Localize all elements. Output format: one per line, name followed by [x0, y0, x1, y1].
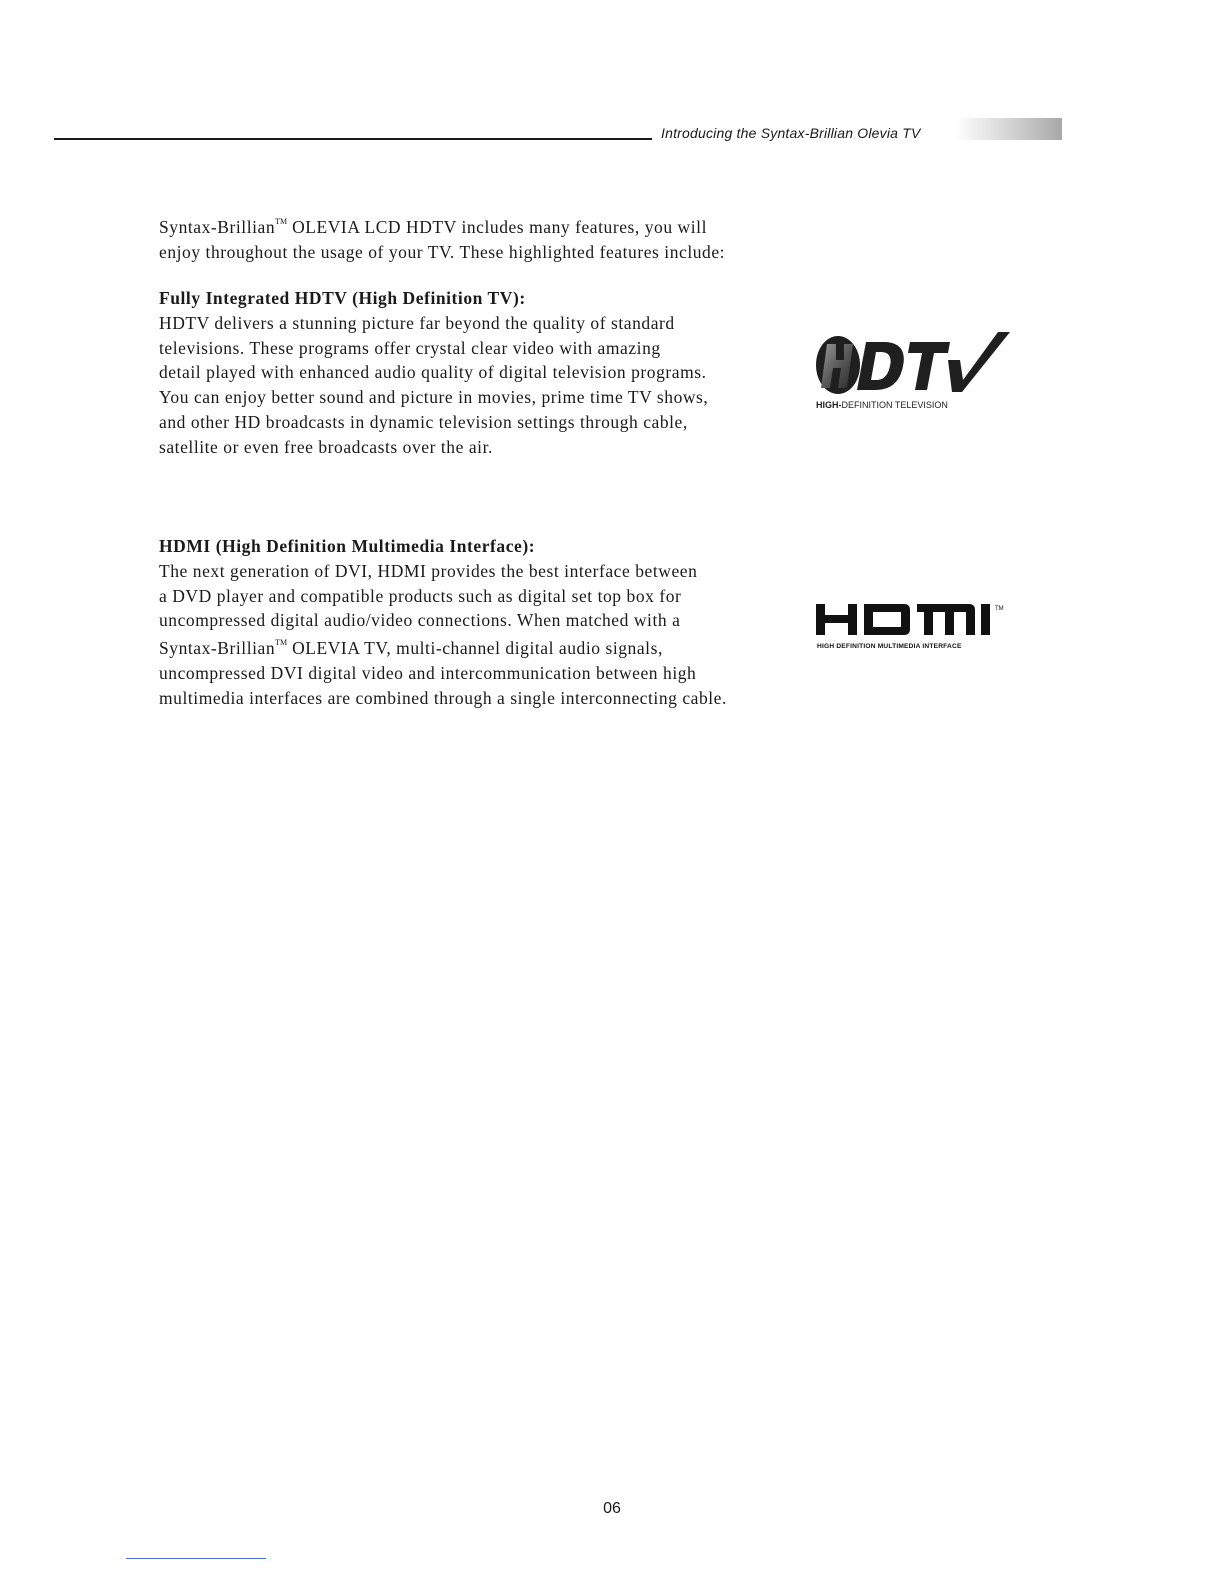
hdtv-caption-bold: HIGH- [816, 400, 842, 410]
intro-line1-rest: OLEVIA LCD HDTV includes many features, you will [287, 216, 707, 237]
hdtv-caption-rest: DEFINITION TELEVISION [841, 400, 948, 410]
section-hdmi [159, 534, 799, 710]
header-gradient-bar [955, 118, 1062, 140]
intro-line2: enjoy throughout the usage of your TV. These highlighted features include: [159, 241, 726, 262]
section-hdmi-line: uncompressed digital audio/video connections. When matched with a [159, 610, 681, 631]
section-hdmi-line: The next generation of DVI, HDMI provides the best interface between [159, 560, 698, 581]
header-title: Introducing the Syntax-Brillian Olevia TV [661, 125, 921, 141]
hdmi-tm: TM [995, 606, 1004, 612]
section-hdtv-line: satellite or even free broadcasts over the air. [159, 436, 493, 457]
section-hdmi-line: uncompressed DVI digital video and intercommunication between high [159, 662, 697, 683]
hdtv-caption [816, 400, 948, 410]
hdtv-logo [814, 330, 1010, 412]
section-hdtv [159, 286, 799, 460]
hdmi-caption: HIGH DEFINITION MULTIMEDIA INTERFACE [817, 643, 962, 650]
section-hdtv-line: and other HD broadcasts in dynamic television settings through cable, [159, 411, 688, 432]
hdtv-letter-d [857, 342, 904, 390]
section-hdmi-line4-rest: OLEVIA TV, multi-channel digital audio signals, [287, 638, 663, 659]
section-hdmi-line4-tm: TM [275, 638, 288, 648]
header-rule [54, 138, 652, 140]
hdmi-logo [814, 600, 1010, 654]
hdmi-letter-h [816, 604, 857, 635]
hdmi-letter-d [864, 604, 910, 635]
section-hdtv-heading: Fully Integrated HDTV (High Definition TV): [159, 288, 526, 308]
section-hdtv-line: You can enjoy better sound and picture in movies, prime time TV shows, [159, 387, 709, 408]
section-hdtv-line: detail played with enhanced audio quality of digital television programs. [159, 362, 707, 383]
intro-paragraph [159, 212, 799, 264]
intro-tm: TM [275, 217, 288, 226]
section-hdmi-line4-brand: Syntax-Brillian [159, 638, 276, 659]
hdtv-letter-v [948, 332, 1010, 392]
section-hdmi-line: a DVD player and compatible products such as digital set top box for [159, 585, 682, 606]
footer-link-underline [126, 1558, 266, 1559]
hdmi-letter-m [917, 604, 975, 635]
page-number: 06 [603, 1500, 621, 1517]
section-hdmi-line: multimedia interfaces are combined through a single interconnecting cable. [159, 687, 727, 708]
section-hdmi-heading: HDMI (High Definition Multimedia Interface): [159, 536, 536, 556]
section-hdtv-line: HDTV delivers a stunning picture far beyond the quality of standard [159, 312, 675, 333]
hdmi-letter-i [981, 604, 990, 635]
hdtv-letter-t [908, 342, 950, 390]
section-hdtv-line: televisions. These programs offer crystal clear video with amazing [159, 337, 661, 358]
intro-brand: Syntax-Brillian [159, 216, 276, 237]
